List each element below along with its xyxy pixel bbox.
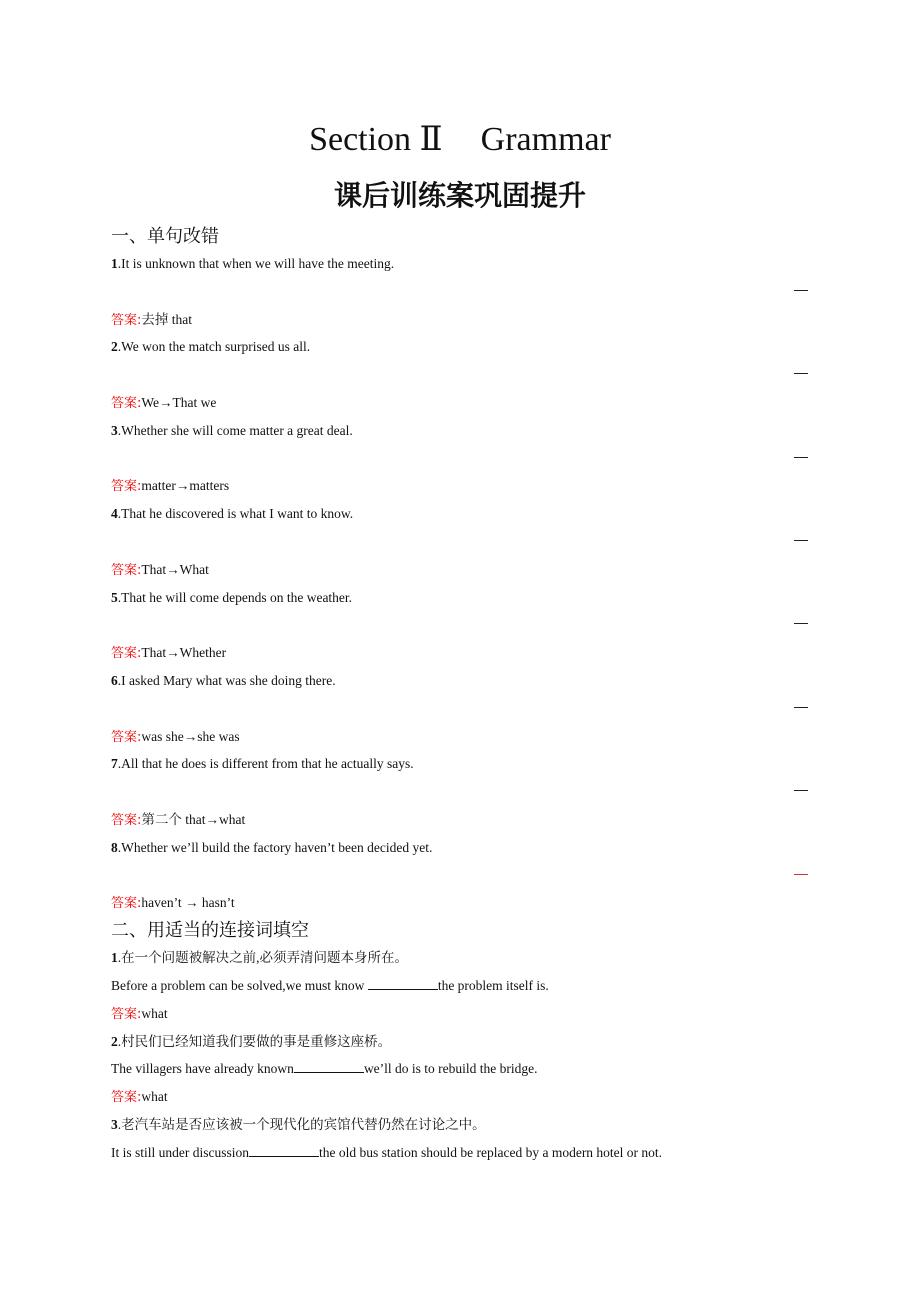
answer-space xyxy=(111,862,811,890)
answer xyxy=(111,556,811,584)
question-number: 2 xyxy=(111,339,118,355)
question-chinese: .村民们已经知道我们要做的事是重修这座桥。 xyxy=(117,1033,392,1049)
fill-sentence xyxy=(111,1055,811,1083)
question xyxy=(111,417,811,445)
answer xyxy=(111,639,811,667)
part2-heading: 二、用适当的连接词填空 xyxy=(111,920,309,942)
sentence-before: It is still under discussion xyxy=(111,1144,249,1160)
question-number: 3 xyxy=(111,422,118,438)
answer-text: 去掉 that xyxy=(141,311,193,327)
answer xyxy=(111,389,811,417)
answer-label: 答案: xyxy=(111,1006,142,1022)
question-number: 1 xyxy=(111,256,118,271)
question xyxy=(111,250,811,278)
answer xyxy=(111,806,811,834)
answer-line xyxy=(794,457,808,458)
answer-space xyxy=(111,361,811,389)
sentence-before: The villagers have already known xyxy=(111,1061,294,1077)
answer-label: 答案: xyxy=(111,1090,142,1106)
question-chinese: .老汽车站是否应该被一个现代化的宾馆代替仍然在讨论之中。 xyxy=(117,1116,486,1132)
worksheet xyxy=(111,224,811,1167)
answer-space xyxy=(111,278,811,306)
sentence-before: Before a problem can be solved,we must know xyxy=(111,977,368,993)
question xyxy=(111,500,811,528)
answer-text: That→What xyxy=(141,561,209,577)
page-title xyxy=(0,118,920,162)
question-number: 8 xyxy=(111,839,118,855)
answer-line xyxy=(794,373,808,374)
answer-label: 答案: xyxy=(111,646,142,662)
question-text: .Whether we’ll build the factory haven’t been decided yet. xyxy=(117,839,433,855)
title-topic: Grammar xyxy=(480,121,611,158)
answer xyxy=(111,306,811,334)
question xyxy=(111,333,811,361)
question xyxy=(111,584,811,612)
fill-blank[interactable] xyxy=(294,1060,364,1073)
question xyxy=(111,750,811,778)
sentence-after: the problem itself is. xyxy=(437,977,549,993)
answer-text: what xyxy=(141,1089,168,1105)
answer xyxy=(111,472,811,500)
answer-line xyxy=(794,707,808,708)
fill-blank[interactable] xyxy=(249,1144,319,1157)
answer-line xyxy=(794,290,808,291)
question xyxy=(111,944,811,972)
answer-space xyxy=(111,778,811,806)
answer-label: 答案: xyxy=(111,395,142,411)
answer-label: 答案: xyxy=(111,812,142,828)
question xyxy=(111,1111,811,1139)
question xyxy=(111,667,811,695)
answer-text: matter→matters xyxy=(141,478,230,494)
title-section: Section Ⅱ xyxy=(309,121,443,158)
answer-line xyxy=(794,874,808,875)
question-number: 5 xyxy=(111,589,118,605)
answer-text: That→Whether xyxy=(141,645,227,661)
question-text: .We won the match surprised us all. xyxy=(117,339,311,355)
answer-label: 答案: xyxy=(111,479,142,495)
answer-text: 第二个 that→what xyxy=(141,811,246,827)
sentence-after: we’ll do is to rebuild the bridge. xyxy=(363,1061,538,1077)
question-chinese: .在一个问题被解决之前,必须弄清问题本身所在。 xyxy=(117,950,408,966)
question-text: .It is unknown that when we will have the meeting. xyxy=(117,256,395,271)
answer-text: what xyxy=(141,1005,168,1021)
sentence-after: the old bus station should be replaced by a modern hotel or not. xyxy=(319,1144,663,1160)
part1-heading: 一、单句改错 xyxy=(111,226,219,247)
answer-space xyxy=(111,695,811,723)
answer-line xyxy=(794,790,808,791)
answer xyxy=(111,1083,811,1111)
question-number: 7 xyxy=(111,756,118,772)
question-number: 3 xyxy=(111,1116,118,1132)
question-number: 4 xyxy=(111,506,118,522)
question-text: .All that he does is different from that he actually says. xyxy=(117,756,414,772)
answer-label: 答案: xyxy=(111,312,142,328)
answer-line xyxy=(794,623,808,624)
answer xyxy=(111,889,811,917)
answer-space xyxy=(111,611,811,639)
answer-text: We→That we xyxy=(141,394,217,410)
question-text: .Whether she will come matter a great deal. xyxy=(117,422,353,438)
fill-sentence xyxy=(111,1139,811,1167)
question-text: .I asked Mary what was she doing there. xyxy=(117,672,336,688)
question xyxy=(111,1028,811,1056)
answer xyxy=(111,723,811,751)
answer xyxy=(111,1000,811,1028)
answer-label: 答案: xyxy=(111,896,142,912)
question xyxy=(111,834,811,862)
question-number: 6 xyxy=(111,672,118,688)
answer-line xyxy=(794,540,808,541)
answer-space xyxy=(111,528,811,556)
fill-sentence xyxy=(111,972,811,1000)
question-text: .That he discovered is what I want to know. xyxy=(117,506,354,522)
answer-text: was she→she was xyxy=(141,728,240,744)
question-text: .That he will come depends on the weather. xyxy=(117,589,353,605)
question-number: 1 xyxy=(111,950,118,966)
question-number: 2 xyxy=(111,1033,118,1049)
part1-items xyxy=(111,250,811,917)
answer-space xyxy=(111,445,811,473)
answer-label: 答案: xyxy=(111,729,142,745)
answer-label: 答案: xyxy=(111,562,142,578)
part2-items xyxy=(111,944,811,1166)
answer-text: haven’t → hasn’t xyxy=(141,895,235,911)
page-subtitle: 课后训练案巩固提升 xyxy=(333,179,586,212)
fill-blank[interactable] xyxy=(368,977,438,990)
